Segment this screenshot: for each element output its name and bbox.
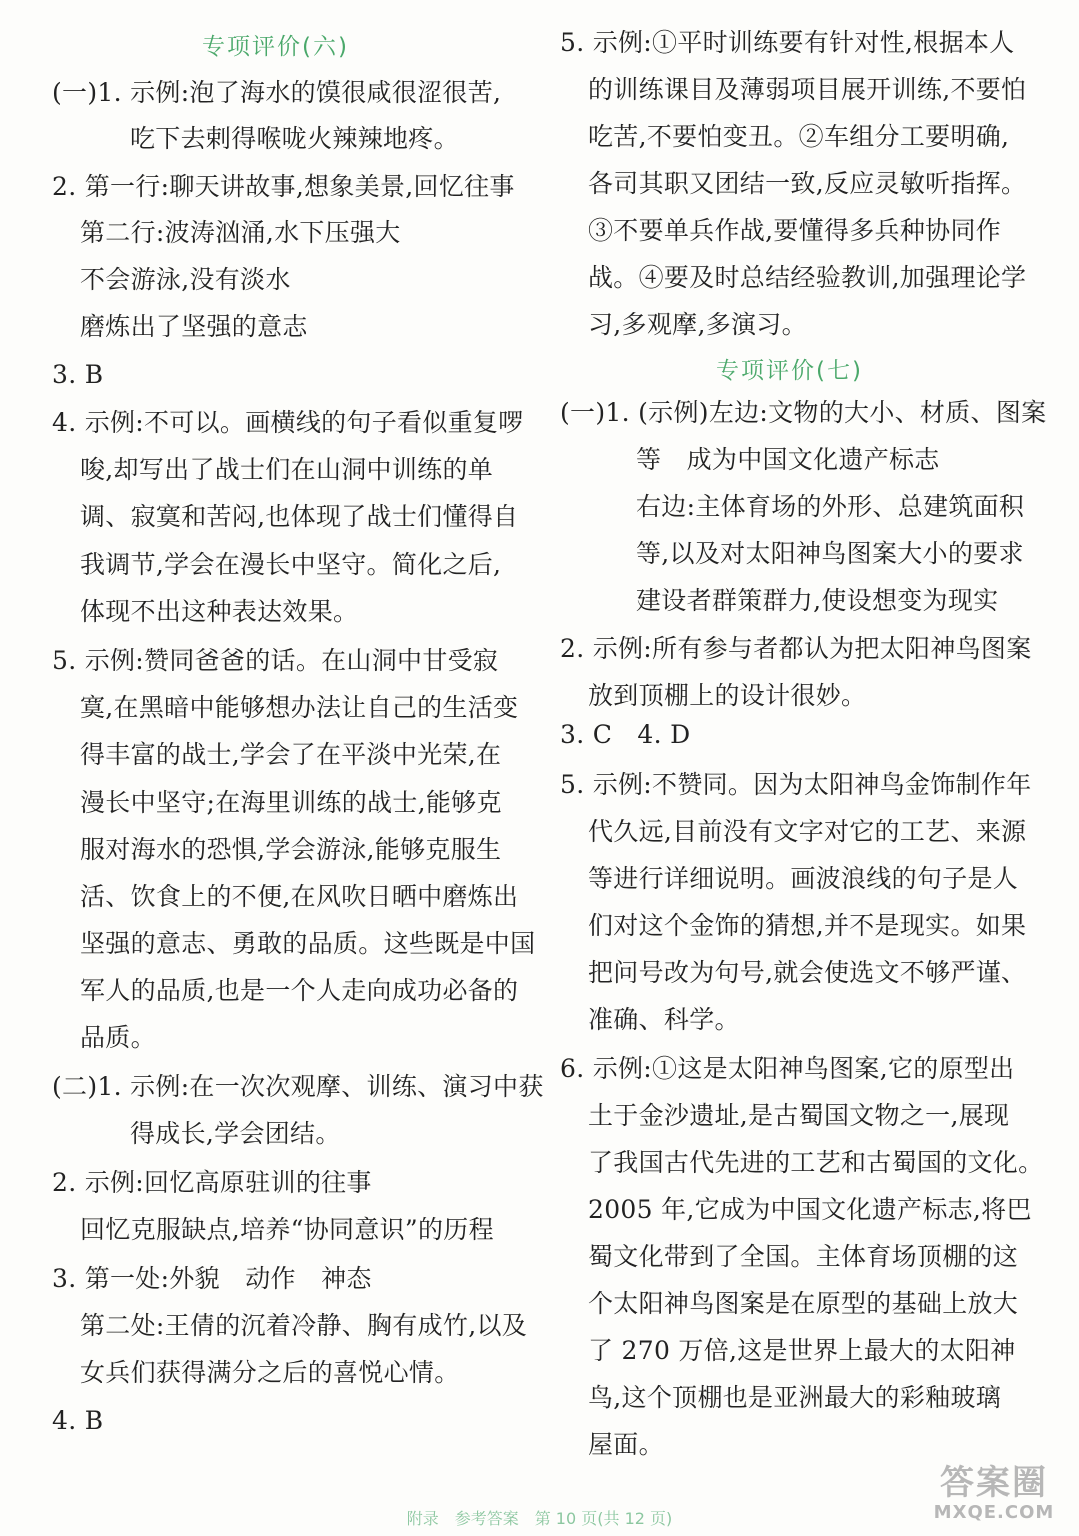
- answer-line: 3. C 4. D: [560, 720, 691, 749]
- answer-line: (一)1. 示例:泡了海水的馍很咸很涩很苦,: [52, 78, 502, 107]
- answer-line: (二)1. 示例:在一次次观摩、训练、演习中获: [52, 1072, 544, 1101]
- answer-line: 5. 示例:赞同爸爸的话。在山洞中甘受寂: [52, 646, 499, 675]
- answer-line: 得成长,学会团结。: [130, 1119, 341, 1148]
- answer-line: 等,以及对太阳神鸟图案大小的要求: [636, 539, 1024, 568]
- answer-line: 蜀文化带到了全国。主体育场顶棚的这: [588, 1242, 1019, 1271]
- section-title: 专项评价(七): [716, 358, 863, 384]
- answer-line: 3. 第一处:外貌 动作 神态: [52, 1264, 372, 1293]
- answer-line: 我调节,学会在漫长中坚守。简化之后,: [80, 550, 502, 579]
- answer-line: 的训练课目及薄弱项目展开训练,不要怕: [588, 75, 1027, 104]
- answer-line: 寞,在黑暗中能够想办法让自己的生活变: [80, 693, 519, 722]
- answer-line: 习,多观摩,多演习。: [588, 310, 807, 339]
- answer-line: 个太阳神鸟图案是在原型的基础上放大: [588, 1289, 1019, 1318]
- answer-line: ③不要单兵作战,要懂得多兵种协同作: [588, 216, 1002, 245]
- answer-line: 回忆克服缺点,培养“协同意识”的历程: [80, 1215, 494, 1244]
- answer-line: 2. 示例:回忆高原驻训的往事: [52, 1168, 372, 1197]
- answer-line: 屋面。: [588, 1430, 664, 1459]
- answer-line: 把问号改为句号,就会使选文不够严谨、: [588, 958, 1027, 987]
- answer-line: 得丰富的战士,学会了在平淡中光荣,在: [80, 740, 502, 769]
- answer-line: 2. 第一行:聊天讲故事,想象美景,回忆往事: [52, 172, 515, 201]
- answer-line: 服对海水的恐惧,学会游泳,能够克服生: [80, 835, 502, 864]
- answer-line: 6. 示例:①这是太阳神鸟图案,它的原型出: [560, 1054, 1015, 1083]
- answer-line: 战。④要及时总结经验教训,加强理论学: [588, 263, 1027, 292]
- answer-line: 坚强的意志、勇敢的品质。这些既是中国: [80, 929, 536, 958]
- answer-line: 第二处:王倩的沉着冷静、胸有成竹,以及: [80, 1311, 528, 1340]
- answer-line: 磨炼出了坚强的意志: [80, 312, 308, 341]
- answer-line: 等 成为中国文化遗产标志: [636, 445, 940, 474]
- watermark-logo: [919, 1464, 1069, 1528]
- answer-line: 各司其职又团结一致,反应灵敏听指挥。: [588, 169, 1027, 198]
- answer-line: 代久远,目前没有文字对它的工艺、来源: [588, 817, 1027, 846]
- answer-line: 2005 年,它成为中国文化遗产标志,将巴: [588, 1195, 1032, 1224]
- answer-line: 2. 示例:所有参与者都认为把太阳神鸟图案: [560, 634, 1032, 663]
- answer-line: 吃苦,不要怕变丑。②车组分工要明确,: [588, 122, 1010, 151]
- answer-line: 了 270 万倍,这是世界上最大的太阳神: [588, 1336, 1016, 1365]
- answer-line: 军人的品质,也是一个人走向成功必备的: [80, 976, 519, 1005]
- page-footer: 附录 参考答案 第 10 页(共 12 页): [406, 1509, 673, 1528]
- answer-line: 第二行:波涛汹涌,水下压强大: [80, 218, 401, 247]
- answer-line: 5. 示例:①平时训练要有针对性,根据本人: [560, 28, 1015, 57]
- answer-line: (一)1. (示例)左边:文物的大小、材质、图案: [560, 398, 1047, 427]
- answer-line: 了我国古代先进的工艺和古蜀国的文化。: [588, 1148, 1044, 1177]
- answer-line: 不会游泳,没有淡水: [80, 265, 291, 294]
- watermark-text: 答案圈: [940, 1463, 1048, 1503]
- answer-line: 放到顶棚上的设计很妙。: [588, 681, 867, 710]
- answer-line: 吃下去剌得喉咙火辣辣地疼。: [130, 124, 459, 153]
- answer-line: 们对这个金饰的猜想,并不是现实。如果: [588, 911, 1027, 940]
- answer-line: 建设者群策群力,使设想变为现实: [636, 586, 999, 615]
- answer-line: 3. B: [52, 360, 104, 389]
- answer-line: 土于金沙遗址,是古蜀国文物之一,展现: [588, 1101, 1010, 1130]
- answer-line: 4. 示例:不可以。画横线的句子看似重复啰: [52, 408, 524, 437]
- answer-line: 女兵们获得满分之后的喜悦心情。: [80, 1358, 460, 1387]
- watermark-url: MXQE.COM: [933, 1502, 1055, 1523]
- answer-line: 品质。: [80, 1023, 156, 1052]
- section-title: 专项评价(六): [202, 34, 349, 60]
- answer-line: 4. B: [52, 1406, 104, 1435]
- answer-line: 调、寂寞和苦闷,也体现了战士们懂得自: [80, 502, 519, 531]
- answer-line: 右边:主体育场的外形、总建筑面积: [636, 492, 1025, 521]
- answer-line: 体现不出这种表达效果。: [80, 597, 359, 626]
- answer-line: 漫长中坚守;在海里训练的战士,能够克: [80, 788, 502, 817]
- answer-line: 鸟,这个顶棚也是亚洲最大的彩釉玻璃: [588, 1383, 1002, 1412]
- answer-line: 唆,却写出了战士们在山洞中训练的单: [80, 455, 494, 484]
- answer-line: 5. 示例:不赞同。因为太阳神鸟金饰制作年: [560, 770, 1032, 799]
- answer-line: 活、饮食上的不便,在风吹日晒中磨炼出: [80, 882, 519, 911]
- answer-line: 等进行详细说明。画波浪线的句子是人: [588, 864, 1019, 893]
- answer-line: 准确、科学。: [588, 1005, 740, 1034]
